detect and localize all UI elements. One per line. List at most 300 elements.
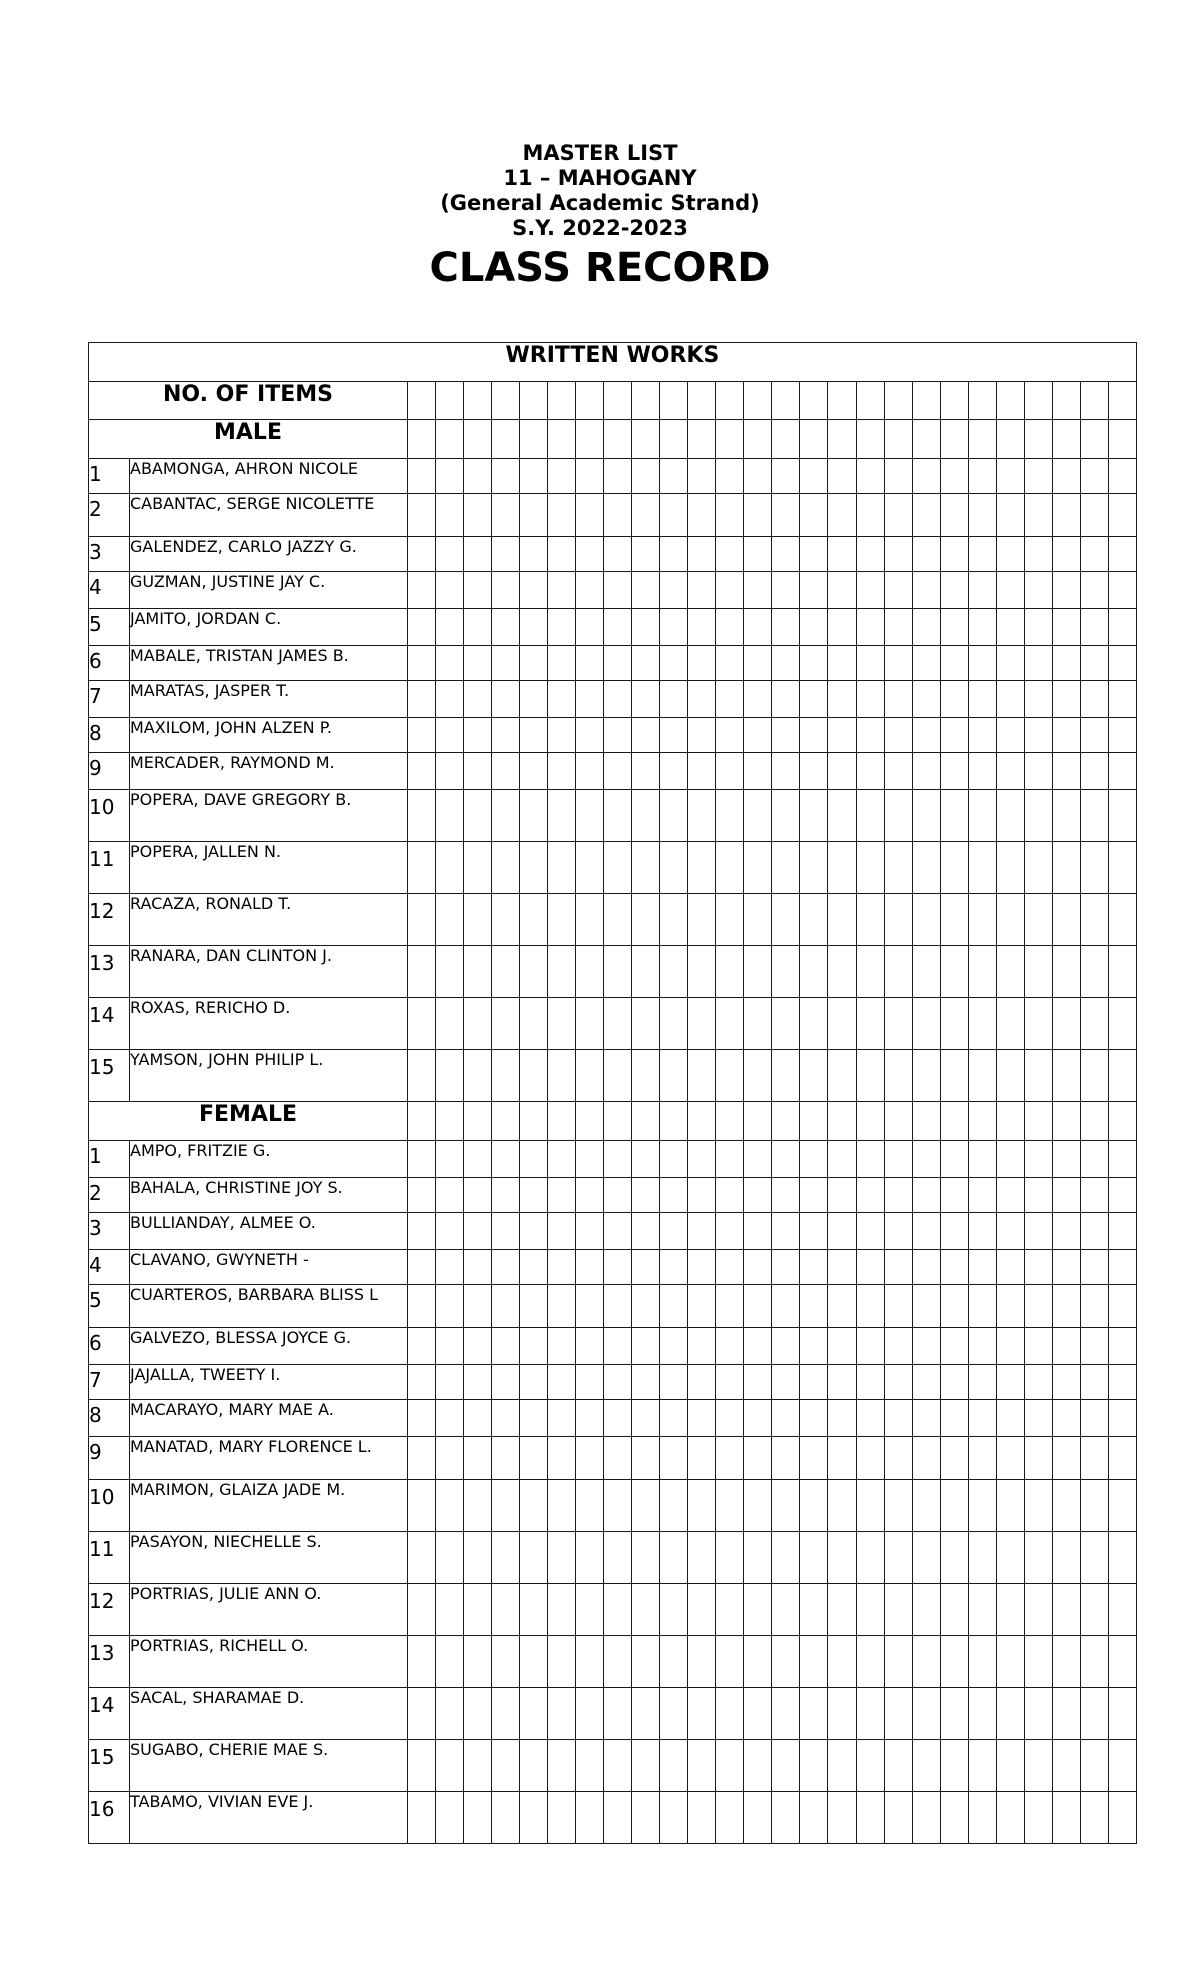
score-cell[interactable] [548, 1584, 576, 1636]
score-cell[interactable] [660, 1328, 688, 1365]
score-cell[interactable] [968, 1285, 996, 1328]
score-cell[interactable] [1108, 842, 1136, 894]
score-cell[interactable] [744, 1285, 772, 1328]
score-cell[interactable] [520, 1178, 548, 1213]
score-cell[interactable] [1052, 1636, 1080, 1688]
score-cell[interactable] [1024, 1792, 1052, 1844]
score-cell[interactable] [632, 1102, 660, 1141]
score-cell[interactable] [520, 459, 548, 494]
score-cell[interactable] [996, 1636, 1024, 1688]
score-cell[interactable] [996, 1792, 1024, 1844]
score-cell[interactable] [1080, 1328, 1108, 1365]
score-cell[interactable] [688, 1437, 716, 1480]
score-cell[interactable] [492, 998, 520, 1050]
score-cell[interactable] [968, 718, 996, 753]
score-cell[interactable] [632, 1178, 660, 1213]
score-cell[interactable] [660, 1213, 688, 1250]
score-cell[interactable] [408, 382, 436, 420]
score-cell[interactable] [520, 718, 548, 753]
score-cell[interactable] [884, 1636, 912, 1688]
score-cell[interactable] [856, 946, 884, 998]
score-cell[interactable] [688, 494, 716, 537]
score-cell[interactable] [772, 790, 800, 842]
score-cell[interactable] [716, 1792, 744, 1844]
score-cell[interactable] [688, 459, 716, 494]
score-cell[interactable] [716, 842, 744, 894]
score-cell[interactable] [772, 1792, 800, 1844]
score-cell[interactable] [744, 382, 772, 420]
score-cell[interactable] [604, 1532, 632, 1584]
score-cell[interactable] [884, 382, 912, 420]
score-cell[interactable] [576, 946, 604, 998]
score-cell[interactable] [912, 646, 940, 681]
score-cell[interactable] [464, 1178, 492, 1213]
score-cell[interactable] [1080, 1688, 1108, 1740]
score-cell[interactable] [1108, 1365, 1136, 1400]
score-cell[interactable] [716, 681, 744, 718]
score-cell[interactable] [772, 1285, 800, 1328]
score-cell[interactable] [604, 1480, 632, 1532]
score-cell[interactable] [408, 894, 436, 946]
score-cell[interactable] [884, 494, 912, 537]
score-cell[interactable] [688, 1688, 716, 1740]
score-cell[interactable] [492, 572, 520, 609]
score-cell[interactable] [604, 1688, 632, 1740]
score-cell[interactable] [520, 1636, 548, 1688]
score-cell[interactable] [828, 1328, 856, 1365]
score-cell[interactable] [828, 681, 856, 718]
score-cell[interactable] [800, 494, 828, 537]
score-cell[interactable] [968, 1365, 996, 1400]
score-cell[interactable] [520, 1141, 548, 1178]
score-cell[interactable] [688, 753, 716, 790]
score-cell[interactable] [408, 1792, 436, 1844]
score-cell[interactable] [856, 1178, 884, 1213]
score-cell[interactable] [408, 1636, 436, 1688]
score-cell[interactable] [492, 459, 520, 494]
score-cell[interactable] [464, 572, 492, 609]
score-cell[interactable] [884, 1792, 912, 1844]
score-cell[interactable] [492, 494, 520, 537]
score-cell[interactable] [940, 1688, 968, 1740]
score-cell[interactable] [884, 572, 912, 609]
score-cell[interactable] [436, 753, 464, 790]
score-cell[interactable] [464, 1213, 492, 1250]
score-cell[interactable] [1080, 1480, 1108, 1532]
score-cell[interactable] [436, 382, 464, 420]
score-cell[interactable] [912, 1178, 940, 1213]
score-cell[interactable] [912, 1532, 940, 1584]
score-cell[interactable] [660, 646, 688, 681]
score-cell[interactable] [912, 1141, 940, 1178]
score-cell[interactable] [604, 1250, 632, 1285]
score-cell[interactable] [800, 1740, 828, 1792]
score-cell[interactable] [744, 1328, 772, 1365]
score-cell[interactable] [968, 1584, 996, 1636]
score-cell[interactable] [856, 1285, 884, 1328]
score-cell[interactable] [492, 842, 520, 894]
score-cell[interactable] [716, 894, 744, 946]
score-cell[interactable] [828, 1178, 856, 1213]
score-cell[interactable] [940, 1532, 968, 1584]
score-cell[interactable] [1024, 1437, 1052, 1480]
score-cell[interactable] [912, 1213, 940, 1250]
score-cell[interactable] [772, 420, 800, 459]
score-cell[interactable] [660, 1102, 688, 1141]
score-cell[interactable] [1108, 894, 1136, 946]
score-cell[interactable] [1108, 718, 1136, 753]
score-cell[interactable] [604, 572, 632, 609]
score-cell[interactable] [436, 1792, 464, 1844]
score-cell[interactable] [604, 946, 632, 998]
score-cell[interactable] [968, 1688, 996, 1740]
score-cell[interactable] [940, 646, 968, 681]
score-cell[interactable] [1024, 842, 1052, 894]
score-cell[interactable] [744, 681, 772, 718]
score-cell[interactable] [856, 753, 884, 790]
score-cell[interactable] [408, 1285, 436, 1328]
score-cell[interactable] [492, 1400, 520, 1437]
score-cell[interactable] [940, 1365, 968, 1400]
score-cell[interactable] [716, 1688, 744, 1740]
score-cell[interactable] [912, 459, 940, 494]
score-cell[interactable] [772, 1740, 800, 1792]
score-cell[interactable] [968, 1213, 996, 1250]
score-cell[interactable] [828, 946, 856, 998]
score-cell[interactable] [772, 753, 800, 790]
score-cell[interactable] [968, 1328, 996, 1365]
score-cell[interactable] [436, 894, 464, 946]
score-cell[interactable] [1108, 1050, 1136, 1102]
score-cell[interactable] [912, 382, 940, 420]
score-cell[interactable] [800, 1532, 828, 1584]
score-cell[interactable] [632, 998, 660, 1050]
score-cell[interactable] [632, 1740, 660, 1792]
score-cell[interactable] [1024, 1178, 1052, 1213]
score-cell[interactable] [940, 1400, 968, 1437]
score-cell[interactable] [1024, 1141, 1052, 1178]
score-cell[interactable] [520, 842, 548, 894]
score-cell[interactable] [716, 494, 744, 537]
score-cell[interactable] [772, 1636, 800, 1688]
score-cell[interactable] [912, 1437, 940, 1480]
score-cell[interactable] [800, 646, 828, 681]
score-cell[interactable] [912, 946, 940, 998]
score-cell[interactable] [744, 646, 772, 681]
score-cell[interactable] [828, 790, 856, 842]
score-cell[interactable] [1052, 1213, 1080, 1250]
score-cell[interactable] [996, 382, 1024, 420]
score-cell[interactable] [772, 1400, 800, 1437]
score-cell[interactable] [436, 1365, 464, 1400]
score-cell[interactable] [1052, 382, 1080, 420]
score-cell[interactable] [1080, 1532, 1108, 1584]
score-cell[interactable] [772, 1213, 800, 1250]
score-cell[interactable] [1080, 1050, 1108, 1102]
score-cell[interactable] [856, 1102, 884, 1141]
score-cell[interactable] [1052, 1792, 1080, 1844]
score-cell[interactable] [408, 1584, 436, 1636]
score-cell[interactable] [548, 842, 576, 894]
score-cell[interactable] [1052, 1740, 1080, 1792]
score-cell[interactable] [744, 718, 772, 753]
score-cell[interactable] [1052, 1050, 1080, 1102]
score-cell[interactable] [520, 420, 548, 459]
score-cell[interactable] [800, 1792, 828, 1844]
score-cell[interactable] [744, 998, 772, 1050]
score-cell[interactable] [464, 609, 492, 646]
score-cell[interactable] [1052, 1178, 1080, 1213]
score-cell[interactable] [828, 572, 856, 609]
score-cell[interactable] [604, 1178, 632, 1213]
score-cell[interactable] [464, 1532, 492, 1584]
score-cell[interactable] [604, 1213, 632, 1250]
score-cell[interactable] [1024, 537, 1052, 572]
score-cell[interactable] [660, 537, 688, 572]
score-cell[interactable] [688, 1328, 716, 1365]
score-cell[interactable] [800, 382, 828, 420]
score-cell[interactable] [576, 537, 604, 572]
score-cell[interactable] [856, 494, 884, 537]
score-cell[interactable] [744, 420, 772, 459]
score-cell[interactable] [604, 842, 632, 894]
score-cell[interactable] [436, 1480, 464, 1532]
score-cell[interactable] [828, 494, 856, 537]
score-cell[interactable] [800, 1480, 828, 1532]
score-cell[interactable] [940, 459, 968, 494]
score-cell[interactable] [632, 946, 660, 998]
score-cell[interactable] [772, 1584, 800, 1636]
score-cell[interactable] [744, 894, 772, 946]
score-cell[interactable] [520, 1437, 548, 1480]
score-cell[interactable] [800, 790, 828, 842]
score-cell[interactable] [1024, 459, 1052, 494]
score-cell[interactable] [1052, 1285, 1080, 1328]
score-cell[interactable] [436, 494, 464, 537]
score-cell[interactable] [408, 1178, 436, 1213]
score-cell[interactable] [548, 946, 576, 998]
score-cell[interactable] [884, 1328, 912, 1365]
score-cell[interactable] [576, 1740, 604, 1792]
score-cell[interactable] [996, 420, 1024, 459]
score-cell[interactable] [604, 790, 632, 842]
score-cell[interactable] [968, 609, 996, 646]
score-cell[interactable] [576, 753, 604, 790]
score-cell[interactable] [464, 1480, 492, 1532]
score-cell[interactable] [912, 998, 940, 1050]
score-cell[interactable] [828, 1480, 856, 1532]
score-cell[interactable] [436, 537, 464, 572]
score-cell[interactable] [492, 1480, 520, 1532]
score-cell[interactable] [744, 1480, 772, 1532]
score-cell[interactable] [800, 1102, 828, 1141]
score-cell[interactable] [800, 1178, 828, 1213]
score-cell[interactable] [576, 1365, 604, 1400]
score-cell[interactable] [688, 572, 716, 609]
score-cell[interactable] [660, 459, 688, 494]
score-cell[interactable] [548, 894, 576, 946]
score-cell[interactable] [660, 998, 688, 1050]
score-cell[interactable] [520, 1688, 548, 1740]
score-cell[interactable] [604, 646, 632, 681]
score-cell[interactable] [688, 790, 716, 842]
score-cell[interactable] [1024, 1328, 1052, 1365]
score-cell[interactable] [1080, 1584, 1108, 1636]
score-cell[interactable] [1080, 1636, 1108, 1688]
score-cell[interactable] [464, 842, 492, 894]
score-cell[interactable] [408, 946, 436, 998]
score-cell[interactable] [436, 1636, 464, 1688]
score-cell[interactable] [828, 1437, 856, 1480]
score-cell[interactable] [604, 1400, 632, 1437]
score-cell[interactable] [408, 1250, 436, 1285]
score-cell[interactable] [1108, 537, 1136, 572]
score-cell[interactable] [548, 1285, 576, 1328]
score-cell[interactable] [436, 998, 464, 1050]
score-cell[interactable] [520, 998, 548, 1050]
score-cell[interactable] [996, 946, 1024, 998]
score-cell[interactable] [520, 1328, 548, 1365]
score-cell[interactable] [996, 790, 1024, 842]
score-cell[interactable] [744, 753, 772, 790]
score-cell[interactable] [436, 790, 464, 842]
score-cell[interactable] [828, 1102, 856, 1141]
score-cell[interactable] [1052, 1584, 1080, 1636]
score-cell[interactable] [576, 1050, 604, 1102]
score-cell[interactable] [548, 1328, 576, 1365]
score-cell[interactable] [968, 894, 996, 946]
score-cell[interactable] [464, 1400, 492, 1437]
score-cell[interactable] [1024, 753, 1052, 790]
score-cell[interactable] [660, 1285, 688, 1328]
score-cell[interactable] [856, 1584, 884, 1636]
score-cell[interactable] [772, 494, 800, 537]
score-cell[interactable] [828, 842, 856, 894]
score-cell[interactable] [744, 842, 772, 894]
score-cell[interactable] [716, 609, 744, 646]
score-cell[interactable] [660, 894, 688, 946]
score-cell[interactable] [660, 753, 688, 790]
score-cell[interactable] [800, 420, 828, 459]
score-cell[interactable] [1052, 1365, 1080, 1400]
score-cell[interactable] [744, 1178, 772, 1213]
score-cell[interactable] [548, 1437, 576, 1480]
score-cell[interactable] [1024, 1285, 1052, 1328]
score-cell[interactable] [660, 420, 688, 459]
score-cell[interactable] [1024, 1400, 1052, 1437]
score-cell[interactable] [996, 1480, 1024, 1532]
score-cell[interactable] [1052, 1102, 1080, 1141]
score-cell[interactable] [1080, 1365, 1108, 1400]
score-cell[interactable] [1052, 681, 1080, 718]
score-cell[interactable] [716, 646, 744, 681]
score-cell[interactable] [464, 1365, 492, 1400]
score-cell[interactable] [632, 646, 660, 681]
score-cell[interactable] [632, 572, 660, 609]
score-cell[interactable] [464, 894, 492, 946]
score-cell[interactable] [772, 998, 800, 1050]
score-cell[interactable] [436, 420, 464, 459]
score-cell[interactable] [688, 420, 716, 459]
score-cell[interactable] [1108, 1285, 1136, 1328]
score-cell[interactable] [520, 681, 548, 718]
score-cell[interactable] [604, 1050, 632, 1102]
score-cell[interactable] [940, 1285, 968, 1328]
score-cell[interactable] [604, 382, 632, 420]
score-cell[interactable] [660, 1250, 688, 1285]
score-cell[interactable] [744, 459, 772, 494]
score-cell[interactable] [520, 1050, 548, 1102]
score-cell[interactable] [1108, 609, 1136, 646]
score-cell[interactable] [912, 753, 940, 790]
score-cell[interactable] [492, 646, 520, 681]
score-cell[interactable] [716, 1437, 744, 1480]
score-cell[interactable] [408, 1400, 436, 1437]
score-cell[interactable] [604, 1740, 632, 1792]
score-cell[interactable] [436, 609, 464, 646]
score-cell[interactable] [996, 1141, 1024, 1178]
score-cell[interactable] [940, 572, 968, 609]
score-cell[interactable] [548, 1688, 576, 1740]
score-cell[interactable] [1080, 1740, 1108, 1792]
score-cell[interactable] [520, 894, 548, 946]
score-cell[interactable] [408, 494, 436, 537]
score-cell[interactable] [800, 753, 828, 790]
score-cell[interactable] [884, 537, 912, 572]
score-cell[interactable] [884, 790, 912, 842]
score-cell[interactable] [912, 1050, 940, 1102]
score-cell[interactable] [660, 1141, 688, 1178]
score-cell[interactable] [576, 1213, 604, 1250]
score-cell[interactable] [576, 494, 604, 537]
score-cell[interactable] [828, 1688, 856, 1740]
score-cell[interactable] [632, 1365, 660, 1400]
score-cell[interactable] [1108, 572, 1136, 609]
score-cell[interactable] [1108, 753, 1136, 790]
score-cell[interactable] [716, 1584, 744, 1636]
score-cell[interactable] [1108, 494, 1136, 537]
score-cell[interactable] [1108, 946, 1136, 998]
score-cell[interactable] [912, 1250, 940, 1285]
score-cell[interactable] [1024, 1050, 1052, 1102]
score-cell[interactable] [520, 646, 548, 681]
score-cell[interactable] [996, 459, 1024, 494]
score-cell[interactable] [576, 572, 604, 609]
score-cell[interactable] [1108, 1636, 1136, 1688]
score-cell[interactable] [1080, 998, 1108, 1050]
score-cell[interactable] [828, 1792, 856, 1844]
score-cell[interactable] [408, 1328, 436, 1365]
score-cell[interactable] [576, 646, 604, 681]
score-cell[interactable] [1080, 1141, 1108, 1178]
score-cell[interactable] [1108, 1141, 1136, 1178]
score-cell[interactable] [548, 609, 576, 646]
score-cell[interactable] [940, 494, 968, 537]
score-cell[interactable] [1108, 1480, 1136, 1532]
score-cell[interactable] [548, 1480, 576, 1532]
score-cell[interactable] [548, 1365, 576, 1400]
score-cell[interactable] [772, 1480, 800, 1532]
score-cell[interactable] [1080, 1400, 1108, 1437]
score-cell[interactable] [408, 1050, 436, 1102]
score-cell[interactable] [576, 1250, 604, 1285]
score-cell[interactable] [744, 609, 772, 646]
score-cell[interactable] [772, 1178, 800, 1213]
score-cell[interactable] [660, 1792, 688, 1844]
score-cell[interactable] [492, 1636, 520, 1688]
score-cell[interactable] [772, 1102, 800, 1141]
score-cell[interactable] [576, 1480, 604, 1532]
